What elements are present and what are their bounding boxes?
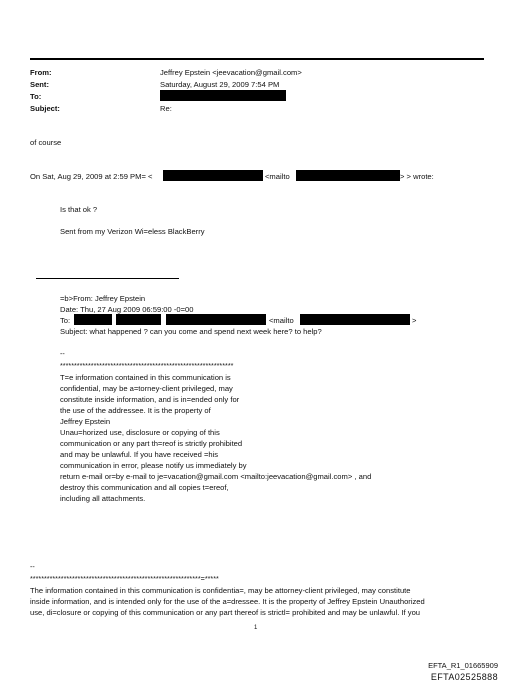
quote-intro-end: > > wrote: — [400, 172, 434, 181]
reply-text: of course — [30, 138, 62, 147]
footer-stars: *************************************************************=***** — [30, 574, 219, 583]
disclaimer-line: Unau=horized use, disclosure or copying of this — [60, 428, 220, 437]
bates-number-2: EFTA02525888 — [430, 672, 498, 682]
disclaimer-line: Jeffrey Epstein — [60, 417, 111, 426]
header-top-rule — [30, 58, 484, 60]
fwd-from: =b>From: Jeffrey Epstein — [60, 294, 146, 303]
fwd-subject: Subject: what happened ? can you come and spend next week here? to help? — [60, 327, 322, 336]
fwd-to-label: To: — [60, 316, 71, 325]
fwd-to-redaction-2 — [116, 314, 161, 325]
disclaimer-line: and may be unlawful. If you have received =his — [60, 450, 219, 459]
disclaimer-stars: ************************************************************** — [60, 361, 234, 370]
quote-email-redaction — [163, 170, 263, 181]
quote-intro-mailto: <mailto — [265, 172, 290, 181]
disclaimer-line: destroy this communication and all copies t=ereof, — [60, 483, 229, 492]
fwd-date: Date: Thu, 27 Aug 2009 06:59:00 -0=00 — [60, 305, 194, 314]
fwd-to-close: > — [412, 316, 417, 325]
from-label: From: — [30, 68, 52, 77]
disclaimer-line: return e-mail or=by e-mail to je=vacation@gmail.com <mailto:jeevacation@gmail.com> , and — [60, 472, 372, 481]
quote-mailto-redaction — [296, 170, 400, 181]
quoted-signature: Sent from my Verizon Wi=eless BlackBerry — [60, 227, 205, 236]
footer-line: inside information, and is intended only for the use of the a=dressee. It is the property of Jeffrey Epstein Unauthorized — [30, 597, 425, 606]
subject-label: Subject: — [30, 104, 60, 113]
page-number: 1 — [254, 625, 258, 631]
fwd-to-redaction-1 — [74, 314, 112, 325]
disclaimer-line: constitute inside information, and is in=ended only for — [60, 395, 240, 404]
sent-value: Saturday, August 29, 2009 7:54 PM — [160, 80, 280, 89]
fwd-to-redaction-4 — [300, 314, 410, 325]
from-value: Jeffrey Epstein <jeevacation@gmail.com> — [160, 68, 302, 77]
disclaimer-line: including all attachments. — [60, 494, 146, 503]
footer-line: use, di=closure or copying of this communication or any part thereof is strictl= prohibited and may be unlawful. If you — [30, 608, 421, 617]
subject-value: Re: — [160, 104, 172, 113]
quoted-question: Is that ok ? — [60, 205, 98, 214]
disclaimer-line: confidential, may be a=torney-client privileged, may — [60, 384, 233, 393]
disclaimer-dashes: -- — [60, 349, 65, 358]
disclaimer-line: T=e information contained in this communication is — [60, 373, 231, 382]
fwd-to-mailto: <mailto — [269, 316, 294, 325]
quote-intro-start: On Sat, Aug 29, 2009 at 2:59 PM= < — [30, 172, 153, 181]
footer-dashes: -- — [30, 562, 35, 571]
disclaimer-line: communication or any part th=reof is strictly prohibited — [60, 439, 243, 448]
quote-separator — [36, 278, 179, 279]
disclaimer-line: communication in error, please notify us immediately by — [60, 461, 247, 470]
fwd-to-redaction-3 — [166, 314, 266, 325]
sent-label: Sent: — [30, 80, 49, 89]
disclaimer-line: the use of the addressee. It is the property of — [60, 406, 211, 415]
to-label: To: — [30, 92, 42, 101]
bates-number-1: EFTA_R1_01665909 — [428, 661, 498, 670]
to-redaction — [160, 90, 286, 101]
footer-line: The information contained in this communication is confidentia=, may be attorney-client privileged, may constitute — [30, 586, 411, 595]
